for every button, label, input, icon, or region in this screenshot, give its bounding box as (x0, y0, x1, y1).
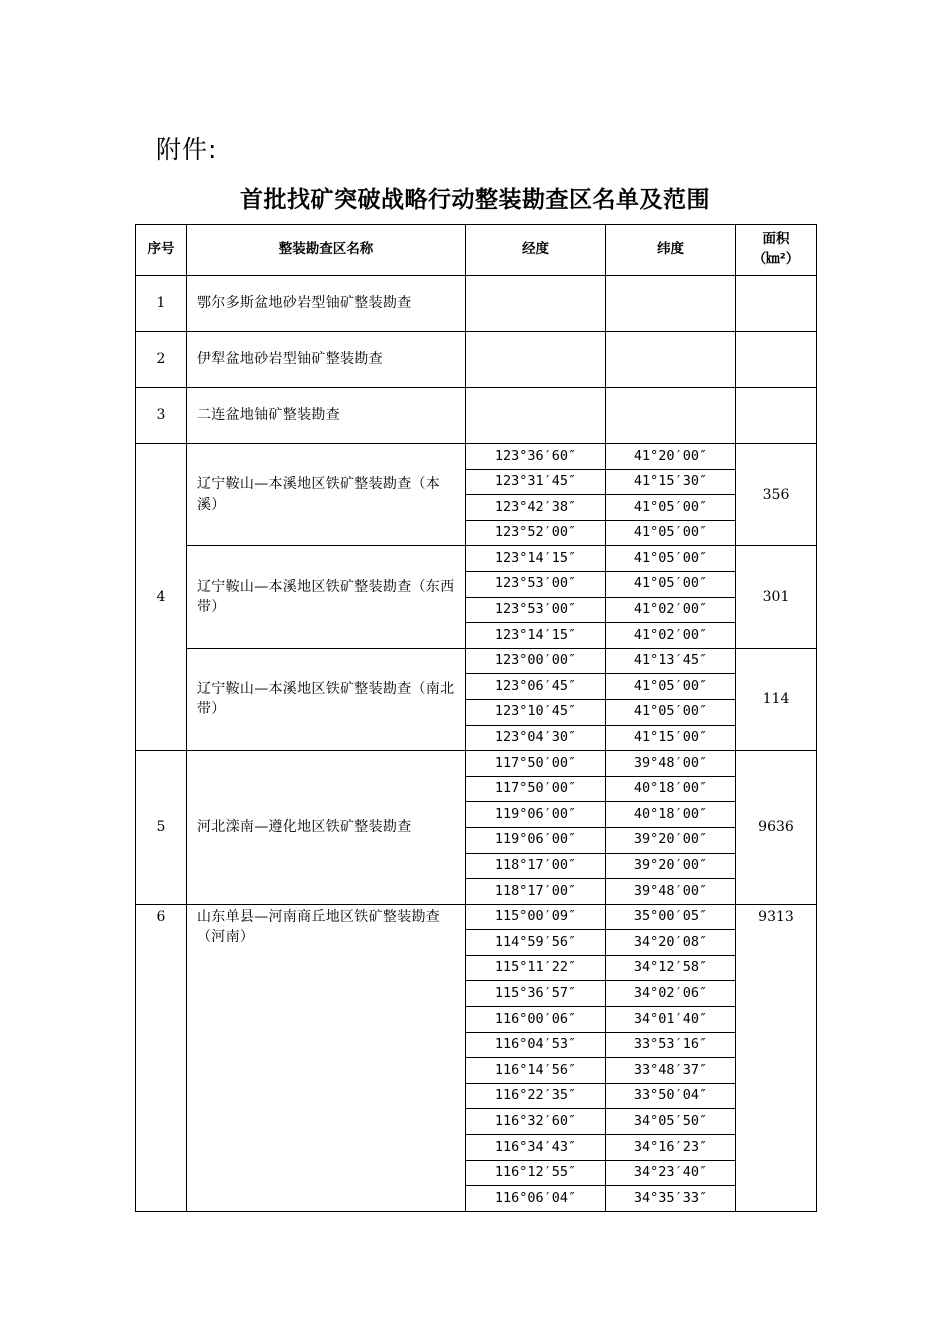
area-cell: 9636 (736, 751, 817, 905)
latitude-cell: 41°05′00″ (606, 674, 736, 700)
latitude-cell: 41°13′45″ (606, 648, 736, 674)
longitude-cell: 116°34′43″ (466, 1135, 606, 1161)
table-row (136, 546, 817, 572)
latitude-cell: 41°15′00″ (606, 725, 736, 751)
latitude-cell: 41°02′00″ (606, 597, 736, 623)
area-name: 辽宁鞍山—本溪地区铁矿整装勘查（东西带） (187, 546, 466, 648)
latitude-cell: 34°35′33″ (606, 1186, 736, 1212)
table-row (136, 276, 817, 332)
row-number: 3 (136, 388, 187, 444)
longitude-cell: 115°11′22″ (466, 955, 606, 981)
latitude-cell: 34°05′50″ (606, 1109, 736, 1135)
longitude-cell: 116°22′35″ (466, 1083, 606, 1109)
area-name: 河北滦南—遵化地区铁矿整装勘查 (187, 751, 466, 905)
longitude-cell (466, 388, 606, 444)
area-cell (736, 388, 817, 444)
latitude-cell (606, 332, 736, 388)
area-cell (736, 276, 817, 332)
area-name: 鄂尔多斯盆地砂岩型铀矿整装勘查 (187, 276, 466, 332)
longitude-cell: 116°12′55″ (466, 1160, 606, 1186)
row-number: 4 (136, 444, 187, 751)
header-area-unit: （㎞²） (752, 251, 800, 267)
latitude-cell: 33°50′04″ (606, 1083, 736, 1109)
row-number: 6 (136, 904, 187, 1211)
longitude-cell: 123°31′45″ (466, 469, 606, 495)
longitude-cell: 117°50′00″ (466, 751, 606, 777)
longitude-cell: 123°53′00″ (466, 597, 606, 623)
table-row (136, 388, 817, 444)
latitude-cell: 41°05′00″ (606, 495, 736, 521)
table-row (136, 751, 817, 777)
longitude-cell: 119°06′00″ (466, 827, 606, 853)
row-number: 2 (136, 332, 187, 388)
survey-area-table (135, 224, 817, 1212)
latitude-cell: 39°20′00″ (606, 853, 736, 879)
header-area-label: 面积 (762, 231, 790, 248)
latitude-cell: 33°48′37″ (606, 1058, 736, 1084)
latitude-cell: 33°53′16″ (606, 1032, 736, 1058)
area-cell (736, 332, 817, 388)
area-name: 二连盆地铀矿整装勘查 (187, 388, 466, 444)
longitude-cell: 119°06′00″ (466, 802, 606, 828)
longitude-cell: 116°06′04″ (466, 1186, 606, 1212)
latitude-cell: 41°20′00″ (606, 444, 736, 470)
longitude-cell: 118°17′00″ (466, 853, 606, 879)
area-cell: 114 (736, 648, 817, 750)
latitude-cell (606, 276, 736, 332)
latitude-cell: 34°20′08″ (606, 930, 736, 956)
longitude-cell: 118°17′00″ (466, 879, 606, 905)
document-title: 首批找矿突破战略行动整装勘查区名单及范围 (240, 187, 710, 213)
area-name: 辽宁鞍山—本溪地区铁矿整装勘查（本溪） (187, 444, 466, 546)
longitude-cell (466, 276, 606, 332)
longitude-cell: 123°00′00″ (466, 648, 606, 674)
latitude-cell: 41°02′00″ (606, 623, 736, 649)
longitude-cell: 115°00′09″ (466, 904, 606, 930)
latitude-cell: 41°05′00″ (606, 699, 736, 725)
longitude-cell: 123°10′45″ (466, 699, 606, 725)
latitude-cell: 41°15′30″ (606, 469, 736, 495)
latitude-cell: 40°18′00″ (606, 776, 736, 802)
area-cell: 301 (736, 546, 817, 648)
header-no: 序号 (136, 225, 187, 276)
area-name: 伊犁盆地砂岩型铀矿整装勘查 (187, 332, 466, 388)
longitude-cell: 123°42′38″ (466, 495, 606, 521)
area-name: 辽宁鞍山—本溪地区铁矿整装勘查（南北带） (187, 648, 466, 750)
latitude-cell (606, 388, 736, 444)
longitude-cell: 117°50′00″ (466, 776, 606, 802)
latitude-cell: 34°23′40″ (606, 1160, 736, 1186)
longitude-cell: 123°53′00″ (466, 571, 606, 597)
longitude-cell: 123°06′45″ (466, 674, 606, 700)
latitude-cell: 39°48′00″ (606, 879, 736, 905)
area-name: 山东单县—河南商丘地区铁矿整装勘查（河南） (187, 904, 466, 1211)
table-row (136, 904, 817, 930)
longitude-cell: 114°59′56″ (466, 930, 606, 956)
area-cell: 9313 (736, 904, 817, 1211)
latitude-cell: 41°05′00″ (606, 546, 736, 572)
header-longitude: 经度 (466, 225, 606, 276)
latitude-cell: 34°02′06″ (606, 981, 736, 1007)
longitude-cell: 116°14′56″ (466, 1058, 606, 1084)
header-name: 整装勘查区名称 (187, 225, 466, 276)
longitude-cell: 123°14′15″ (466, 546, 606, 572)
latitude-cell: 40°18′00″ (606, 802, 736, 828)
longitude-cell: 116°04′53″ (466, 1032, 606, 1058)
latitude-cell: 41°05′00″ (606, 520, 736, 546)
row-number: 5 (136, 751, 187, 905)
latitude-cell: 34°16′23″ (606, 1135, 736, 1161)
longitude-cell: 123°52′00″ (466, 520, 606, 546)
row-number: 1 (136, 276, 187, 332)
longitude-cell: 115°36′57″ (466, 981, 606, 1007)
latitude-cell: 41°05′00″ (606, 571, 736, 597)
table-row (136, 648, 817, 674)
longitude-cell: 123°04′30″ (466, 725, 606, 751)
attachment-label: 附件: (156, 135, 218, 164)
longitude-cell: 116°00′06″ (466, 1007, 606, 1033)
table-header-row (136, 225, 817, 276)
area-cell: 356 (736, 444, 817, 546)
header-latitude: 纬度 (606, 225, 736, 276)
longitude-cell: 123°14′15″ (466, 623, 606, 649)
table-row (136, 332, 817, 388)
latitude-cell: 39°48′00″ (606, 751, 736, 777)
latitude-cell: 34°12′58″ (606, 955, 736, 981)
latitude-cell: 35°00′05″ (606, 904, 736, 930)
longitude-cell: 123°36′60″ (466, 444, 606, 470)
longitude-cell: 116°32′60″ (466, 1109, 606, 1135)
longitude-cell (466, 332, 606, 388)
latitude-cell: 34°01′40″ (606, 1007, 736, 1033)
latitude-cell: 39°20′00″ (606, 827, 736, 853)
table-row (136, 444, 817, 470)
header-area (736, 225, 817, 276)
